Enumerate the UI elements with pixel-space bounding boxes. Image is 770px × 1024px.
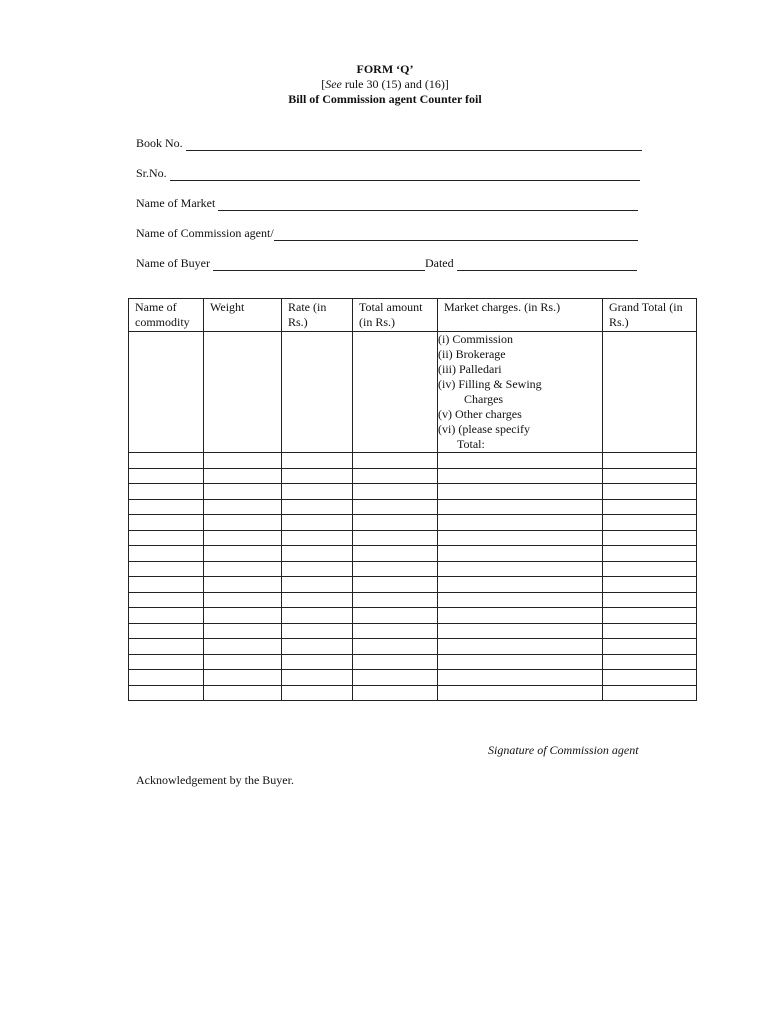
table-cell[interactable] — [204, 639, 282, 655]
table-cell[interactable] — [603, 499, 697, 515]
table-cell[interactable] — [204, 515, 282, 531]
market-line[interactable] — [218, 199, 638, 211]
table-row — [129, 499, 697, 515]
agent-line[interactable] — [274, 229, 638, 241]
table-cell[interactable] — [129, 654, 204, 670]
table-cell[interactable] — [282, 577, 353, 593]
charge-filling-sewing: (iv) Filling & Sewing — [438, 377, 542, 391]
col-rate: Rate (in Rs.) — [282, 299, 353, 332]
table-cell[interactable] — [353, 654, 438, 670]
col-total-amount: Total amount (in Rs.) — [353, 299, 438, 332]
charge-specify: (vi) (please specify — [438, 422, 530, 436]
table-cell[interactable] — [129, 561, 204, 577]
table-cell[interactable] — [353, 592, 438, 608]
table-cell[interactable] — [438, 685, 603, 701]
sr-no-label: Sr.No. — [136, 166, 167, 180]
table-row — [129, 623, 697, 639]
charge-total: Total: — [457, 437, 485, 451]
table-cell[interactable] — [129, 623, 204, 639]
table-cell[interactable] — [603, 608, 697, 624]
table-cell[interactable] — [129, 670, 204, 686]
sr-no-line[interactable] — [170, 169, 640, 181]
table-cell[interactable] — [282, 546, 353, 562]
charge-filling-sewing-cont: Charges — [464, 392, 504, 406]
table-cell[interactable] — [204, 561, 282, 577]
charge-palledari: (iii) Palledari — [438, 362, 502, 376]
blank-rows — [129, 453, 697, 701]
table-cell[interactable] — [282, 530, 353, 546]
charge-other: (v) Other charges — [438, 407, 522, 421]
table-row — [129, 546, 697, 562]
table-cell[interactable] — [282, 561, 353, 577]
table-cell[interactable] — [438, 670, 603, 686]
rule-see: See — [325, 77, 342, 91]
table-row — [129, 561, 697, 577]
cell[interactable] — [603, 332, 697, 453]
table-cell[interactable] — [353, 468, 438, 484]
col-commodity: Name of commodity — [129, 299, 204, 332]
cell[interactable] — [204, 332, 282, 453]
table-cell[interactable] — [438, 453, 603, 469]
buyer-line[interactable] — [213, 259, 425, 271]
table-cell[interactable] — [353, 484, 438, 500]
table-cell[interactable] — [282, 484, 353, 500]
table-cell[interactable] — [438, 592, 603, 608]
table-row — [129, 484, 697, 500]
table-cell[interactable] — [438, 468, 603, 484]
table-cell[interactable] — [353, 639, 438, 655]
table-cell[interactable] — [129, 608, 204, 624]
table-cell[interactable] — [282, 453, 353, 469]
table-cell[interactable] — [282, 592, 353, 608]
table-cell[interactable] — [204, 499, 282, 515]
table-row — [129, 515, 697, 531]
col-market-charges: Market charges. (in Rs.) — [438, 299, 603, 332]
col-grand-total: Grand Total (in Rs.) — [603, 299, 697, 332]
book-no-label: Book No. — [136, 136, 183, 150]
header-row — [129, 299, 697, 332]
table-cell[interactable] — [129, 685, 204, 701]
dated-label: Dated — [424, 256, 454, 270]
table-row — [129, 685, 697, 701]
cell[interactable] — [353, 332, 438, 453]
table-cell[interactable] — [129, 530, 204, 546]
table-cell[interactable] — [603, 546, 697, 562]
book-no-line[interactable] — [186, 139, 642, 151]
table-cell[interactable] — [603, 561, 697, 577]
table-cell[interactable] — [438, 546, 603, 562]
form-title: FORM ‘Q’ — [356, 62, 414, 76]
table-cell[interactable] — [204, 608, 282, 624]
table-cell[interactable] — [129, 499, 204, 515]
table-row — [129, 654, 697, 670]
table-row — [129, 592, 697, 608]
bill-table — [128, 298, 697, 701]
rule-bracket: [ — [321, 77, 326, 91]
table-cell[interactable] — [603, 530, 697, 546]
table-cell[interactable] — [603, 685, 697, 701]
table-cell[interactable] — [129, 453, 204, 469]
table-cell[interactable] — [603, 623, 697, 639]
table-cell[interactable] — [438, 530, 603, 546]
table-cell[interactable] — [129, 592, 204, 608]
table-cell[interactable] — [603, 577, 697, 593]
table-cell[interactable] — [603, 468, 697, 484]
table-cell[interactable] — [204, 577, 282, 593]
table-cell[interactable] — [603, 670, 697, 686]
table-cell[interactable] — [353, 546, 438, 562]
table-cell[interactable] — [129, 515, 204, 531]
form-subtitle: Bill of Commission agent Counter foil — [288, 92, 482, 106]
table-cell[interactable] — [438, 561, 603, 577]
table-cell[interactable] — [438, 608, 603, 624]
table-cell[interactable] — [129, 484, 204, 500]
charge-brokerage: (ii) Brokerage — [438, 347, 506, 361]
table-cell[interactable] — [204, 685, 282, 701]
charge-commission: (i) Commission — [438, 332, 514, 346]
cell[interactable] — [282, 332, 353, 453]
market-field — [136, 196, 638, 211]
book-no-field — [136, 136, 642, 151]
table-cell[interactable] — [282, 654, 353, 670]
table-cell[interactable] — [353, 530, 438, 546]
table-cell[interactable] — [204, 530, 282, 546]
table-cell[interactable] — [353, 515, 438, 531]
table-row — [129, 577, 697, 593]
table-row — [129, 453, 697, 469]
agent-field — [136, 226, 638, 241]
table-cell[interactable] — [129, 639, 204, 655]
table-cell[interactable] — [438, 654, 603, 670]
table-cell[interactable] — [353, 623, 438, 639]
charges-list — [438, 332, 603, 453]
table-cell[interactable] — [603, 515, 697, 531]
table-cell[interactable] — [353, 608, 438, 624]
table-cell[interactable] — [438, 484, 603, 500]
table-cell[interactable] — [438, 515, 603, 531]
table-row — [129, 468, 697, 484]
table-cell[interactable] — [129, 546, 204, 562]
table-row — [129, 608, 697, 624]
agent-label: Name of Commission agent/ — [136, 226, 274, 240]
table-cell[interactable] — [204, 484, 282, 500]
table-cell[interactable] — [353, 453, 438, 469]
table-cell[interactable] — [438, 577, 603, 593]
table-cell[interactable] — [204, 592, 282, 608]
table-cell[interactable] — [353, 577, 438, 593]
table-row — [129, 670, 697, 686]
table-cell[interactable] — [204, 453, 282, 469]
cell[interactable] — [129, 332, 204, 453]
table-row — [129, 530, 697, 546]
rule-reference — [0, 77, 770, 92]
table-cell[interactable] — [353, 499, 438, 515]
table-cell[interactable] — [438, 623, 603, 639]
table-cell[interactable] — [204, 623, 282, 639]
table-cell[interactable] — [353, 670, 438, 686]
table-cell[interactable] — [438, 499, 603, 515]
sr-no-field — [136, 166, 640, 181]
table-cell[interactable] — [353, 685, 438, 701]
table-cell[interactable] — [603, 484, 697, 500]
table-cell[interactable] — [282, 515, 353, 531]
table-cell[interactable] — [282, 499, 353, 515]
table-cell[interactable] — [282, 639, 353, 655]
buyer-label: Name of Buyer — [136, 256, 210, 270]
buyer-field — [136, 256, 637, 271]
table-cell[interactable] — [282, 608, 353, 624]
table-row — [129, 639, 697, 655]
col-weight: Weight — [204, 299, 282, 332]
acknowledgement-label: Acknowledgement by the Buyer. — [136, 773, 294, 787]
table-cell[interactable] — [204, 468, 282, 484]
table-cell[interactable] — [282, 623, 353, 639]
table-cell[interactable] — [438, 639, 603, 655]
table-cell[interactable] — [603, 592, 697, 608]
signature-label: Signature of Commission agent — [488, 743, 639, 757]
table-cell[interactable] — [282, 468, 353, 484]
charges-row — [129, 332, 697, 453]
table-cell[interactable] — [129, 577, 204, 593]
table-cell[interactable] — [603, 639, 697, 655]
dated-line[interactable] — [457, 259, 637, 271]
table-cell[interactable] — [129, 468, 204, 484]
market-label: Name of Market — [136, 196, 216, 210]
table-cell[interactable] — [204, 654, 282, 670]
rule-text: rule 30 (15) and (16)] — [341, 77, 449, 91]
table-cell[interactable] — [603, 453, 697, 469]
table-cell[interactable] — [282, 685, 353, 701]
table-cell[interactable] — [353, 561, 438, 577]
table-cell[interactable] — [282, 670, 353, 686]
table-cell[interactable] — [204, 546, 282, 562]
table-cell[interactable] — [603, 654, 697, 670]
table-cell[interactable] — [204, 670, 282, 686]
